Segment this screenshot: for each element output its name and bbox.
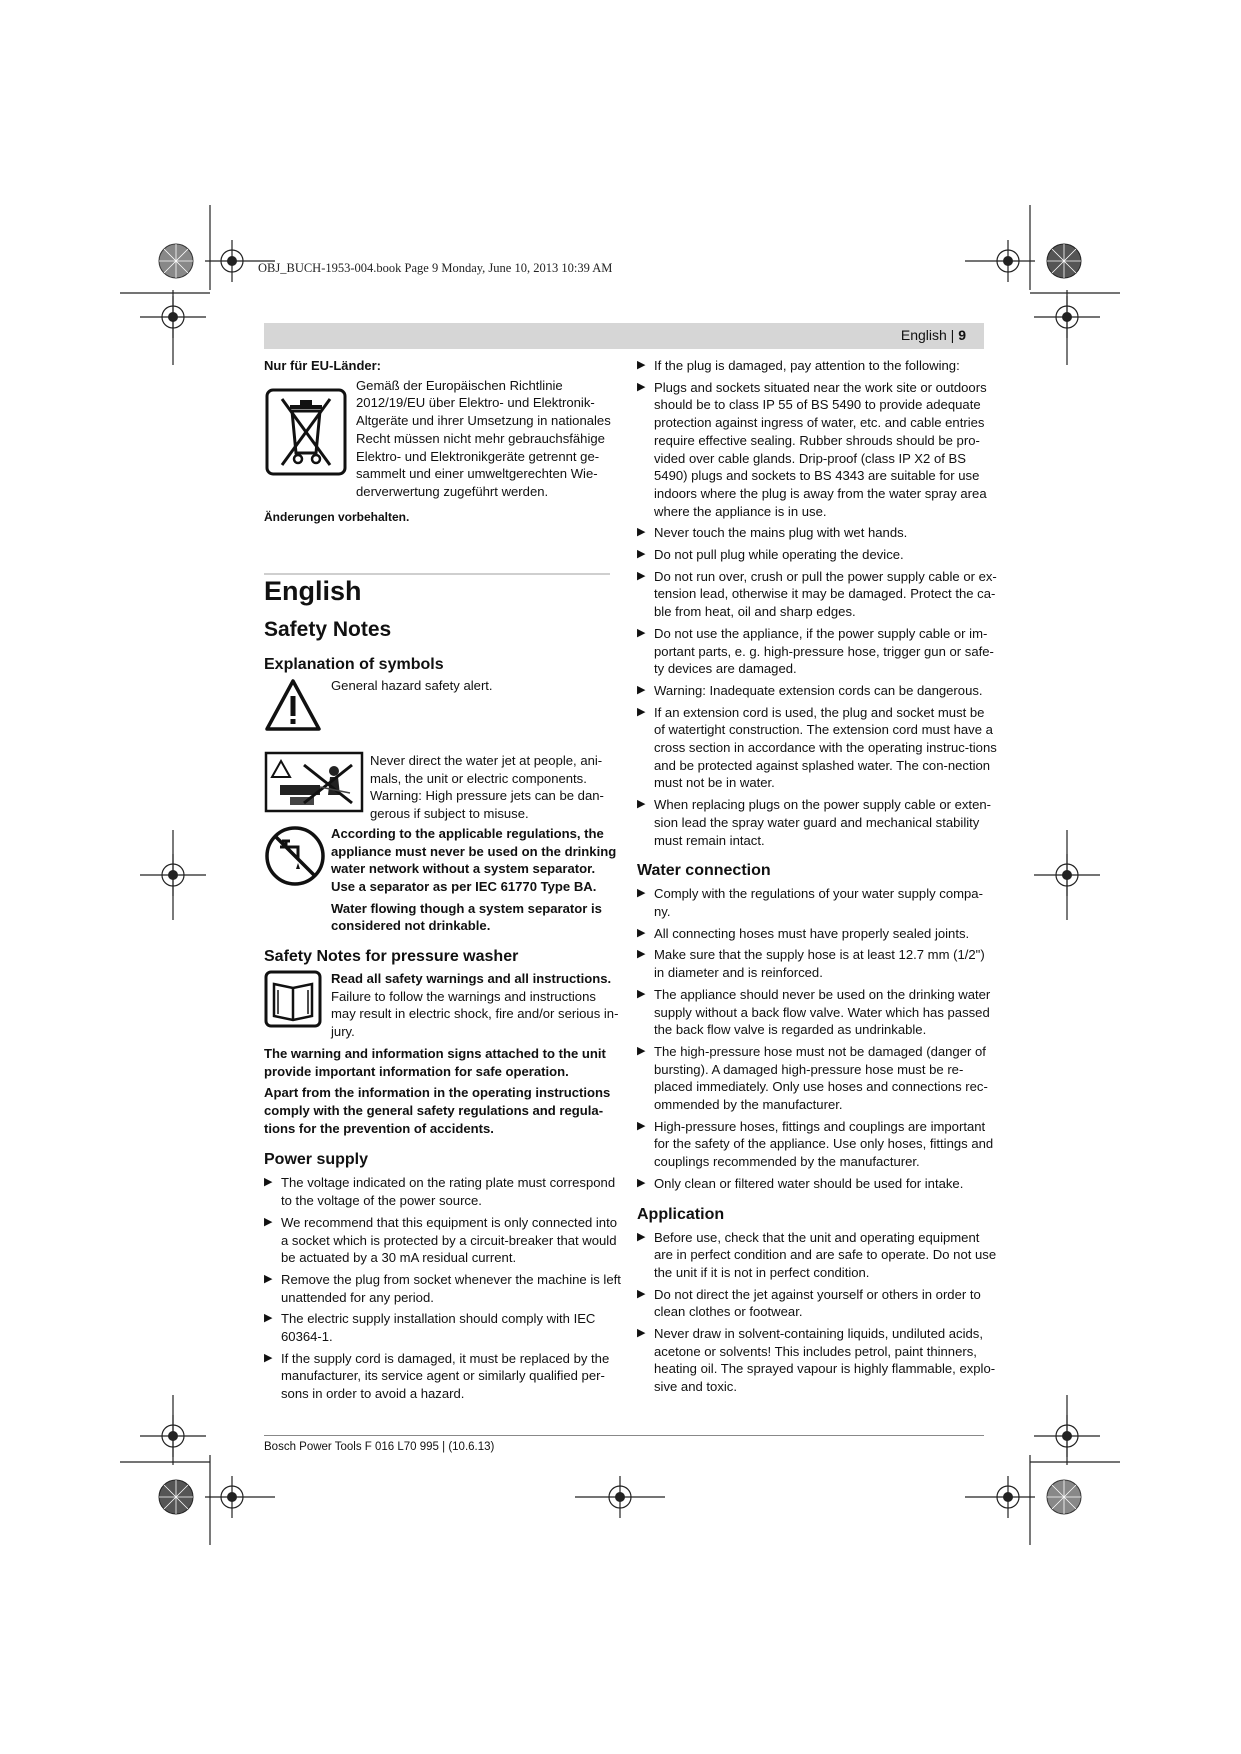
footer-rule bbox=[264, 1435, 984, 1436]
weee-bin-icon bbox=[264, 377, 356, 501]
list-item: ▶ If the plug is damaged, pay attention to the following: bbox=[637, 358, 960, 373]
list-item: ▶ Comply with the regulations of your water supply compa-ny. bbox=[637, 886, 983, 919]
language-label: English bbox=[900, 327, 947, 343]
bullet-icon: ▶ bbox=[637, 380, 646, 393]
section-rule bbox=[264, 573, 610, 575]
list-item: ▶ All connecting hoses must have properly sealed joints. bbox=[637, 925, 970, 941]
list-item: ▶ Make sure that the supply hose is at least 12.7 mm (1/2") in diameter and is reinforced. bbox=[637, 947, 985, 981]
read-bold: Read all safety warnings and all instructions. bbox=[331, 971, 612, 987]
footer-text: Bosch Power Tools F 016 L70 995 | (10.6.13) bbox=[264, 1441, 495, 1453]
page-separator: | bbox=[946, 327, 959, 343]
read-text: Failure to follow the warnings and instructions may result in electric shock, fire and/or serious in-jury. bbox=[331, 988, 619, 1040]
bullet-icon: ▶ bbox=[637, 1287, 646, 1300]
bullet-icon: ▶ bbox=[637, 1119, 646, 1132]
bullet-icon: ▶ bbox=[264, 1351, 273, 1364]
page-number: 9 bbox=[958, 327, 966, 343]
eu-heading: Nur für EU-Länder: bbox=[264, 358, 381, 373]
file-header: OBJ_BUCH-1953-004.book Page 9 Monday, June 10, 2013 10:39 AM bbox=[258, 261, 613, 275]
bullet-icon: ▶ bbox=[637, 359, 646, 371]
list-item: ▶ The electric supply installation should comply with IEC 60364-1. bbox=[264, 1311, 596, 1345]
symbols-heading: Explanation of symbols bbox=[264, 656, 444, 674]
list-item: ▶ Never touch the mains plug with wet hands. bbox=[637, 525, 908, 541]
bullet-icon: ▶ bbox=[637, 1327, 646, 1340]
header-bar bbox=[264, 323, 984, 349]
changes-note: Änderungen vorbehalten. bbox=[264, 509, 410, 524]
bullet-icon: ▶ bbox=[637, 926, 646, 939]
list-item: ▶ Do not pull plug while operating the device. bbox=[637, 547, 904, 563]
list-item: ▶ Do not direct the jet against yourself or others in order to clean clothes or footwear. bbox=[637, 1286, 981, 1320]
bullet-icon: ▶ bbox=[637, 683, 646, 696]
list-item: ▶ Only clean or filtered water should be used for intake. bbox=[637, 1175, 964, 1191]
bullet-icon: ▶ bbox=[637, 705, 646, 718]
bullet-icon: ▶ bbox=[264, 1215, 273, 1228]
no-drinking-network-icon bbox=[264, 825, 331, 935]
list-item: ▶ The voltage indicated on the rating plate must correspond to the voltage of the power source. bbox=[264, 1175, 616, 1209]
warning-signs-text: The warning and information signs attached to the unit provide important information for safe operation. bbox=[264, 1045, 606, 1079]
water-heading: Water connection bbox=[637, 862, 771, 880]
sym-network-text-1: According to the applicable regulations, the appliance must never be used on the drinking water network without a system separator. Use a separator as per IEC 61770 Type BA. bbox=[331, 825, 617, 894]
bullet-icon: ▶ bbox=[637, 569, 646, 582]
application-heading: Application bbox=[637, 1205, 725, 1223]
warning-triangle-icon bbox=[264, 677, 331, 738]
bullet-icon: ▶ bbox=[637, 626, 646, 639]
bullet-icon: ▶ bbox=[637, 1176, 646, 1189]
bullet-icon: ▶ bbox=[637, 887, 646, 900]
read-instructions bbox=[331, 970, 622, 1041]
power-heading: Power supply bbox=[264, 1151, 369, 1169]
bullet-icon: ▶ bbox=[637, 548, 646, 561]
left-column bbox=[264, 357, 622, 1403]
list-item: ▶ Before use, check that the unit and operating equipment are in perfect condition and are safe to operate. Do not use the unit if it is not in perfect condition. bbox=[637, 1229, 997, 1280]
bullet-icon: ▶ bbox=[264, 1312, 273, 1325]
list-item: ▶ When replacing plugs on the power supply cable or exten-sion lead the spray water guard and mechanical stability must remain intact. bbox=[637, 797, 991, 848]
list-item: ▶ The appliance should never be used on the drinking water supply without a back flow valve. Water which has passed the back flow valve is regarded as undrinkable. bbox=[637, 986, 991, 1038]
water-list bbox=[637, 885, 997, 1192]
bullet-icon: ▶ bbox=[264, 1176, 273, 1189]
list-item: ▶ If the supply cord is damaged, it must be replaced by the manufacturer, its service agent or similarly qualified per-sons in order to avoid a hazard. bbox=[264, 1350, 610, 1402]
sym-jet-text: Never direct the water jet at people, ani-mals, the unit or electric components. Warning: High pressure jets can be dan-gerous if subject to misuse. bbox=[370, 753, 604, 822]
page-label bbox=[901, 327, 966, 343]
bullet-icon: ▶ bbox=[637, 987, 646, 1000]
sym-hazard-text: General hazard safety alert. bbox=[331, 678, 493, 694]
water-jet-warning-icon bbox=[264, 751, 370, 823]
sym-network-text-2: Water flowing though a system separator is considered not drinkable. bbox=[331, 900, 602, 934]
title-english: English bbox=[264, 576, 362, 607]
bullet-icon: ▶ bbox=[637, 948, 646, 961]
list-item: ▶ Plugs and sockets situated near the work site or outdoors should be to class IP 55 of BS 5490 to provide adequate protection against ingress of water, etc. and cable entries require effective sealing. Rubber shrouds should be pro-vided over cable glands. Drip-proof (class IP X2 of BS 5490) plugs and sockets to BS 4343 are suitable for use indoors where the plug is away from the water spray area where the appliance is in use. bbox=[637, 379, 987, 519]
washer-heading: Safety Notes for pressure washer bbox=[264, 948, 519, 966]
list-item: ▶ Do not use the appliance, if the power supply cable or im-portant parts, e. g. high-pressure hose, trigger gun or safe-ty devices are damaged. bbox=[637, 625, 994, 677]
list-item: ▶ The high-pressure hose must not be damaged (danger of bursting). A damaged high-pressure hose must be re-placed immediately. Only use hoses and connections rec-ommended by the manufacturer. bbox=[637, 1043, 988, 1113]
eu-text: Gemäß der Europäischen Richtlinie 2012/19/EU über Elektro- und Elektronik-Altgeräte und ihrer Umsetzung in nationales Recht müssen nicht mehr gebrauchsfähige Elektro- und Elektronikgeräte getrennt ge-sammelt und einer umweltgerechten Wie-derverwertung zugeführt werden. bbox=[356, 377, 611, 499]
read-manual-icon bbox=[264, 970, 331, 1041]
list-item: ▶ High-pressure hoses, fittings and couplings are important for the safety of the appliance. Use only hoses, fittings and couplings recommended by the manufacturer. bbox=[637, 1118, 994, 1170]
right-column bbox=[637, 357, 997, 1396]
bullet-icon: ▶ bbox=[637, 1044, 646, 1057]
bullet-icon: ▶ bbox=[637, 798, 646, 811]
power-list bbox=[264, 1174, 622, 1402]
title-safety-notes: Safety Notes bbox=[264, 618, 392, 642]
bullet-icon: ▶ bbox=[637, 526, 646, 539]
list-item: ▶ Do not run over, crush or pull the power supply cable or ex-tension lead, otherwise it may be damaged. Protect the ca-ble from heat, oil and sharp edges. bbox=[637, 568, 997, 620]
list-item: ▶ Remove the plug from socket whenever the machine is left unattended for any period. bbox=[264, 1271, 621, 1305]
list-item: ▶ Warning: Inadequate extension cords can be dangerous. bbox=[637, 682, 983, 698]
plug-list bbox=[637, 357, 997, 849]
application-list bbox=[637, 1229, 997, 1396]
bullet-icon: ▶ bbox=[637, 1230, 646, 1243]
apart-text: Apart from the information in the operating instructions comply with the general safety regulations and regula-tions for the prevention of accidents. bbox=[264, 1085, 611, 1136]
list-item: ▶ Never draw in solvent-containing liquids, undiluted acids, acetone or solvents! This includes petrol, paint thinners, heating oil. The sprayed vapour is highly flammable, explo-sive and toxic. bbox=[637, 1326, 996, 1395]
bullet-icon: ▶ bbox=[264, 1272, 273, 1285]
list-item: ▶ We recommend that this equipment is only connected into a socket which is protected by a circuit-breaker that would be actuated by a 30 mA residual current. bbox=[264, 1214, 618, 1266]
list-item: ▶ If an extension cord is used, the plug and socket must be of watertight construction. The extension cord must have a cross section in accordance with the operating instruc-tions and be protected against splashed water. The con-nection must not be in water. bbox=[637, 704, 997, 791]
